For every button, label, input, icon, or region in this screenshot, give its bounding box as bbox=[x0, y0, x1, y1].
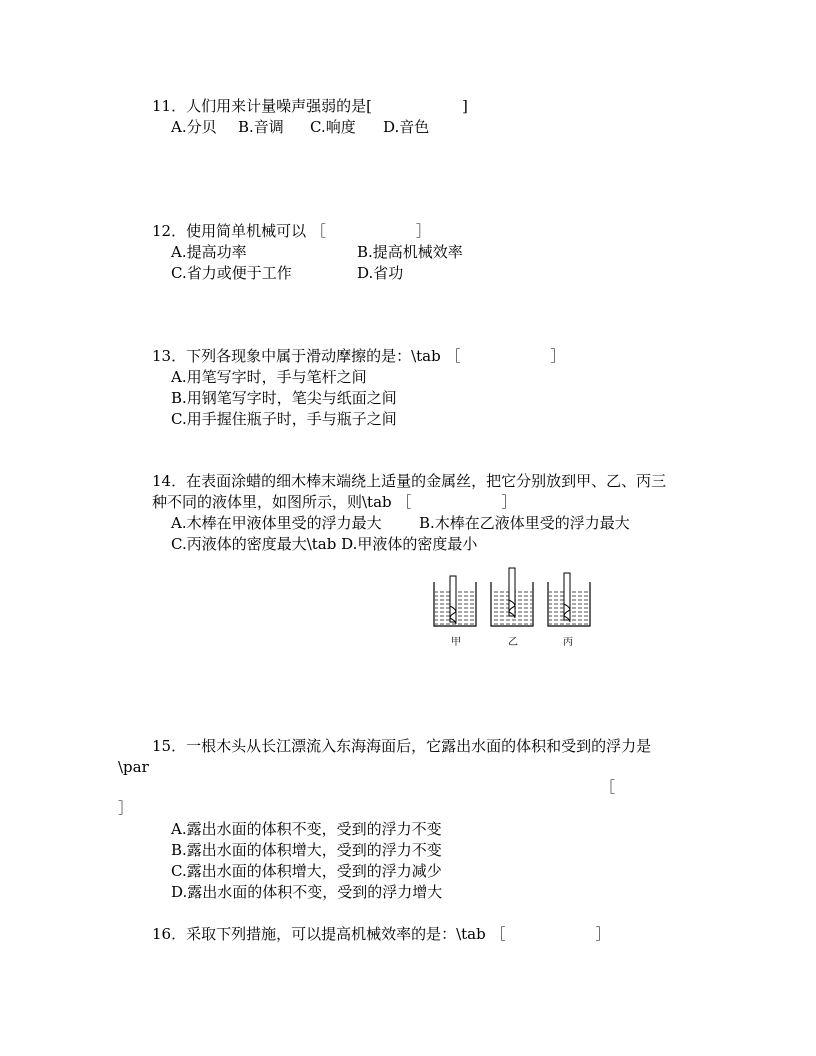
question-15-bracket-open: ［ bbox=[600, 778, 616, 796]
beakers-figure bbox=[428, 566, 598, 652]
figure-label-jia: 甲 bbox=[451, 637, 461, 648]
question-14-option-a: A.木棒在甲液体里受的浮力最大 bbox=[171, 514, 382, 532]
question-12-option-b: B.提高机械效率 bbox=[357, 243, 463, 261]
question-15-stem: 15．一根木头从长江漂流入东海海面后，它露出水面的体积和受到的浮力是 bbox=[152, 737, 652, 755]
question-13-option-b: B.用钢笔写字时，笔尖与纸面之间 bbox=[171, 389, 397, 407]
question-14-option-cd: C.丙液体的密度最大\tab D.甲液体的密度最小 bbox=[171, 535, 478, 553]
question-15-par-marker: \par bbox=[118, 758, 149, 776]
question-11-option-c: C.响度 bbox=[310, 118, 356, 136]
question-14-option-b: B.木棒在乙液体里受的浮力最大 bbox=[419, 514, 630, 532]
question-15-option-d: D.露出水面的体积不变，受到的浮力增大 bbox=[171, 883, 443, 901]
question-15-option-a: A.露出水面的体积不变，受到的浮力不变 bbox=[171, 820, 442, 838]
question-15-bracket-close: ］ bbox=[118, 799, 134, 817]
question-13-option-a: A.用笔写字时，手与笔杆之间 bbox=[171, 368, 367, 386]
question-11-option-b: B.音调 bbox=[238, 118, 284, 136]
question-12-option-c: C.省力或便于工作 bbox=[171, 264, 292, 282]
question-14-stem-line2: 种不同的液体里，如图所示，则\tab ［ ］ bbox=[152, 493, 517, 511]
beaker-jia bbox=[434, 576, 476, 626]
question-13-stem: 13．下列各现象中属于滑动摩擦的是：\tab ［ ］ bbox=[152, 347, 566, 365]
question-12-option-d: D.省功 bbox=[357, 264, 404, 282]
question-11-option-a: A.分贝 bbox=[171, 118, 217, 136]
question-16-stem: 16．采取下列措施，可以提高机械效率的是：\tab ［ ］ bbox=[152, 925, 611, 943]
question-13-option-c: C.用手握住瓶子时，手与瓶子之间 bbox=[171, 410, 397, 428]
figure-label-bing: 丙 bbox=[563, 637, 573, 648]
question-14-stem-line1: 14．在表面涂蜡的细木棒末端绕上适量的金属丝，把它分别放到甲、乙、丙三 bbox=[152, 472, 667, 490]
figure-label-yi: 乙 bbox=[508, 637, 518, 648]
question-11-stem: 11．人们用来计量噪声强弱的是[ ] bbox=[152, 97, 468, 115]
question-15-option-b: B.露出水面的体积增大，受到的浮力不变 bbox=[171, 841, 442, 859]
question-11-option-d: D.音色 bbox=[383, 118, 430, 136]
beaker-yi bbox=[491, 568, 533, 626]
question-12-option-a: A.提高功率 bbox=[171, 243, 247, 261]
beaker-bing bbox=[548, 573, 590, 626]
question-15-option-c: C.露出水面的体积增大，受到的浮力减少 bbox=[171, 862, 442, 880]
question-12-stem: 12．使用简单机械可以 ［ ］ bbox=[152, 222, 431, 240]
